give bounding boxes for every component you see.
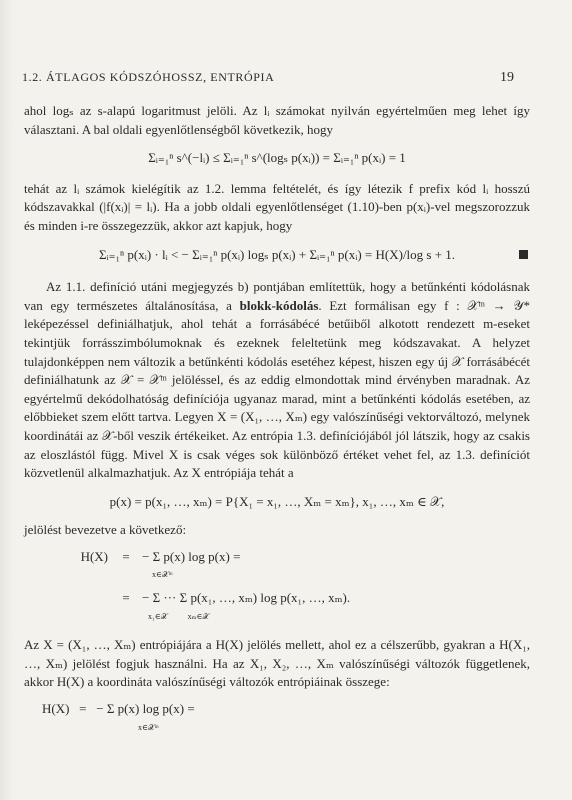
entropy-lhs: H(X) [80, 548, 108, 564]
formula-average-length [24, 246, 530, 265]
entropy-rhs-2-subscript: x₁∈𝒳 xₘ∈𝒳 [148, 611, 210, 621]
formula-average-length-text: Σᵢ₌₁ⁿ p(xᵢ) · lᵢ < − Σᵢ₌₁ⁿ p(xᵢ) logₛ p(xᵢ) + Σᵢ₌₁ⁿ p(xᵢ) = H(X)/log s + 1. [98, 246, 456, 262]
entropy-equals-1: = [122, 548, 130, 564]
entropy-row-2 [24, 589, 530, 626]
paragraph-3-rest: . Ezt formálisan egy f : 𝒳ᵐ → 𝒴* leképezéssel definiálhatjuk, ahol tehát a forrásábécé betűiből alkotott rendezett m-eseket tekintjük forrásszimbólumoknak és ezeknek feleltetünk meg kódszavakat. A helyzet tulajdonképpen nem változik a betűnkénti kódolás esetéhez képest, hiszen egy új 𝒳 forrásábécét definiálhatunk az 𝒳 = 𝒳ᵐ jelöléssel, és az eddig elmondottak mind érvényben maradnak. Az egyértelmű dekódolhatóság definíciója ugyanaz marad, mint a betűnkénti kódolás esetében, az előbbieket szem előtt tartva. Legyen X = (X₁, …, Xₘ) egy valószínűségi vektorváltozó, melynek koordinátái az 𝒳-ből veszik értékeiket. Az entrópia 1.3. definíciójából jól látszik, hogy az csakis az eloszlástól függ. Mivel X is csak véges sok különböző értéket vehet fel, az 1.3. definíciót közvetlenül alkalmazhatjuk. Az X entrópiája tehát a [24, 297, 530, 481]
entropy-rhs-1-subscript: x∈𝒳ᵐ [152, 570, 173, 580]
page-number: 19 [500, 70, 514, 85]
term-block-coding: blokk-kódolás [239, 297, 319, 313]
formula-entropy-sum-subscript: x∈𝒳ᵐ [138, 722, 159, 732]
formula-joint-probability: p(x) = p(x₁, …, xₘ) = P{X₁ = x₁, …, Xₘ = xₘ}, x₁, …, xₘ ∈ 𝒳, [109, 493, 445, 509]
entropy-row-1 [24, 548, 530, 585]
formula-entropy-sum [24, 700, 530, 737]
paragraph-1: ahol logₛ az s-alapú logaritmust jelöli. Az lᵢ számokat nyilván egyértelműen meg lehet így választani. A bal oldali egyenlőtlenségből következik, hogy [24, 103, 530, 137]
paragraph-2: tehát az lᵢ számok kielégítik az 1.2. lemma feltételét, és így létezik f prefix kód lᵢ hosszú kódszavakkal (|f(xᵢ)| = lᵢ). Ha a jobb oldali egyenlőtlenséget (1.10)-ben p(xᵢ)-vel megszorozzuk és minden i-re összegezzük, akkor azt kapjuk, hogy [24, 180, 530, 233]
entropy-rhs-1-text: − Σ p(x) log p(x) = [142, 548, 241, 564]
formula-kraft-sum: Σᵢ₌₁ⁿ s^(−lᵢ) ≤ Σᵢ₌₁ⁿ s^(logₛ p(xᵢ)) = Σᵢ₌₁ⁿ p(xᵢ) = 1 [148, 150, 406, 166]
entropy-rhs-1 [136, 548, 240, 585]
entropy-equals-2: = [122, 590, 130, 606]
section-title: 1.2. ÁTLAGOS KÓDSZÓHOSSZ, ENTRÓPIA [22, 70, 275, 84]
running-header [22, 64, 514, 86]
qed-square-icon [519, 250, 528, 259]
entropy-rhs-2-text: − Σ ··· Σ p(x₁, …, xₘ) log p(x₁, …, xₘ). [142, 590, 351, 606]
entropy-rhs-2 [136, 589, 350, 626]
formula-entropy-sum-text: H(X) = − Σ p(x) log p(x) = [42, 701, 195, 717]
paragraph-3-start: Az 1.1. definíció utáni megjegyzés b) pontjában említettük, hogy a betűnkénti kódolásnak van egy természetes általánosítása, a [24, 279, 530, 313]
page-body [24, 102, 530, 737]
paragraph-5: Az X = (X₁, …, Xₘ) entrópiájára a H(X) jelölés mellett, ahol ez a célszerűbb, gyakran a H(X₁, …, Xₘ) jelölést fogjuk használni. Ha az X₁, X₂, …, Xₘ valószínűségi változók függetlenek, akkor H(X) a koordináta valószínűségi változók entrópiáinak összege: [24, 637, 530, 690]
paragraph-4: jelölést bevezetve a következő: [24, 522, 187, 538]
paragraph-3 [24, 278, 530, 483]
formula-entropy-definition [24, 548, 530, 626]
